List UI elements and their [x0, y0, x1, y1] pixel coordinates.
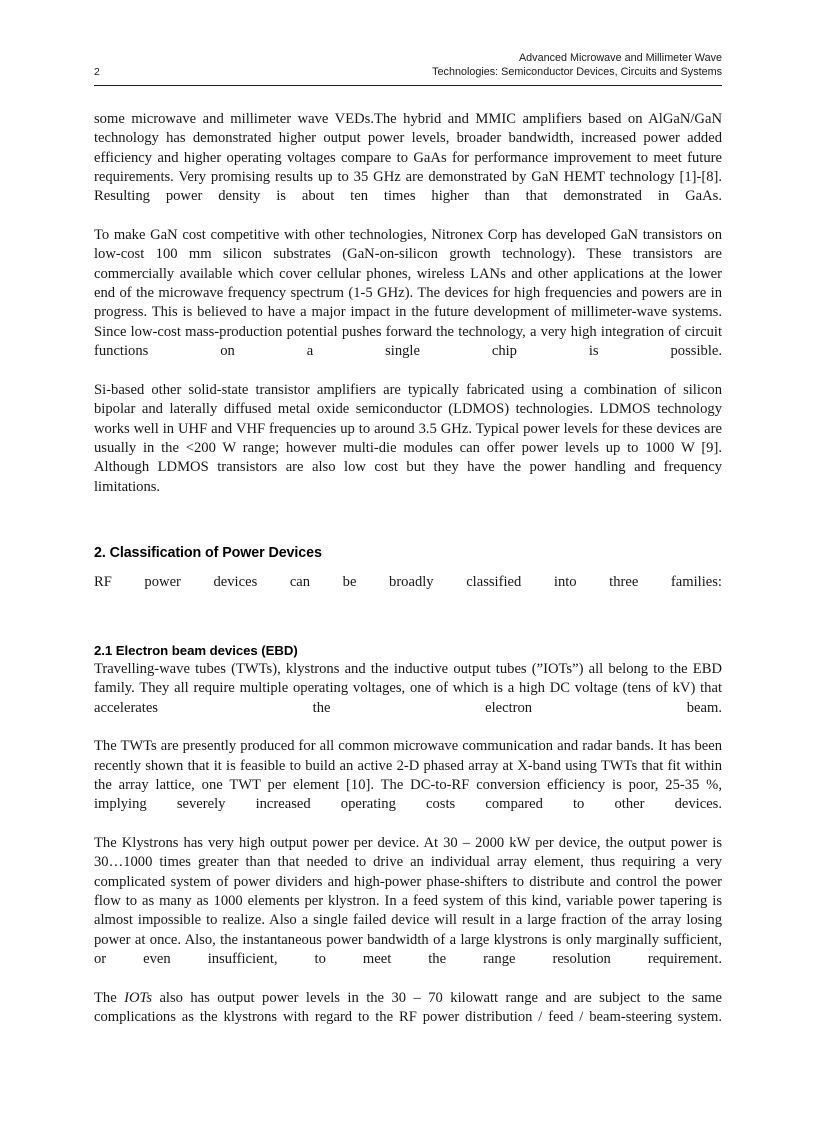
spacer-after-section-2: [94, 563, 722, 573]
header-rule: [94, 85, 722, 86]
body-paragraph-5: Travelling-wave tubes (TWTs), klystrons and the inductive output tubes (”IOTs”) all belong to the EBD family. They all require multiple operating voltages, one of which is a high DC voltage (tens of kV) that accelerates the electron beam.: [94, 660, 722, 716]
spacer-before-section-21: [94, 612, 722, 642]
paragraph-8-suffix: also has output power levels in the 30 – 70 kilowatt range and are subject to the same complications as the klystrons with regard to the RF power distribution / feed / beam-steering system.: [94, 989, 723, 1026]
paragraph-8-italic-term: IOTs: [124, 989, 152, 1006]
paragraph-8-prefix: The: [94, 989, 125, 1006]
body-paragraph-8: [94, 989, 722, 1047]
spacer-before-section-2: [94, 516, 722, 544]
section-heading-2-1: 2.1 Electron beam devices (EBD): [94, 642, 298, 658]
page-body: [94, 110, 722, 1047]
header-title-line-1: Advanced Microwave and Millimeter Wave: [518, 52, 722, 64]
body-paragraph-1: some microwave and millimeter wave VEDs.The hybrid and MMIC amplifiers based on AlGaN/GaN technology has demonstrated higher output power levels, broader bandwidth, increased power added efficiency and higher operating voltages compare to GaAs for performance improvement to meet future requirements. Very promising results up to 35 GHz are demonstrated by GaN HEMT technology [1]-[8]. Resulting power density is about ten times higher than that demonstrated in GaAs.: [94, 111, 722, 205]
body-paragraph-2: To make GaN cost competitive with other technologies, Nitronex Corp has developed GaN transistors on low-cost 100 mm silicon substrates (GaN-on-silicon growth technology). These transistors are commercially available which cover cellular phones, wireless LANs and other applications at the lower end of the microwave frequency spectrum (1-5 GHz). The devices for high frequencies and powers are in progress. This is believed to have a major impact in the future development of millimeter-wave systems. Since low-cost mass-production potential pushes forward the technology, a very high integration of circuit functions on a single chip is possible.: [94, 227, 722, 360]
header-title: [100, 52, 722, 80]
body-paragraph-7: The Klystrons has very high output power per device. At 30 – 2000 kW per device, the output power is 30…1000 times greater than that needed to drive an individual array element, thus requiring a very complicated system of power dividers and high-power phase-shifters to distribute and control the power flow to as many as 1000 elements per klystron. In a feed system of this kind, variable power tapering is almost impossible to realize. Also a single failed device will result in a large fraction of the array losing power at once. Also, the instantaneous power bandwidth of a large klystrons is only marginally sufficient, or even insufficient, to meet the range resolution requirement.: [94, 835, 722, 968]
section-heading-2: 2. Classification of Power Devices: [94, 545, 322, 562]
header-row: [94, 52, 722, 80]
body-paragraph-3: Si-based other solid-state transistor amplifiers are typically fabricated using a combination of silicon bipolar and laterally diffused metal oxide semiconductor (LDMOS) technologies. LDMOS technology works well in UHF and VHF frequencies up to around 3.5 GHz. Typical power levels for these devices are usually in the <200 W range; however multi-die modules can offer power levels up to 1000 W [9]. Although LDMOS transistors are also low cost but they have the power handling and frequency limitations.: [94, 381, 722, 495]
body-paragraph-4: RF power devices can be broadly classified into three families:: [94, 574, 722, 591]
page-header: [94, 52, 722, 80]
header-title-line-2: Technologies: Semiconductor Devices, Circuits and Systems: [432, 65, 722, 78]
body-paragraph-6: The TWTs are presently produced for all common microwave communication and radar bands. It has been recently shown that it is feasible to build an active 2-D phased array at X-band using TWTs that fit within the array lattice, one TWT per element [10]. The DC-to-RF conversion efficiency is poor, 25-35 %, implying severely increased operating costs compared to other devices.: [94, 738, 722, 813]
page-number: 2: [94, 66, 100, 78]
